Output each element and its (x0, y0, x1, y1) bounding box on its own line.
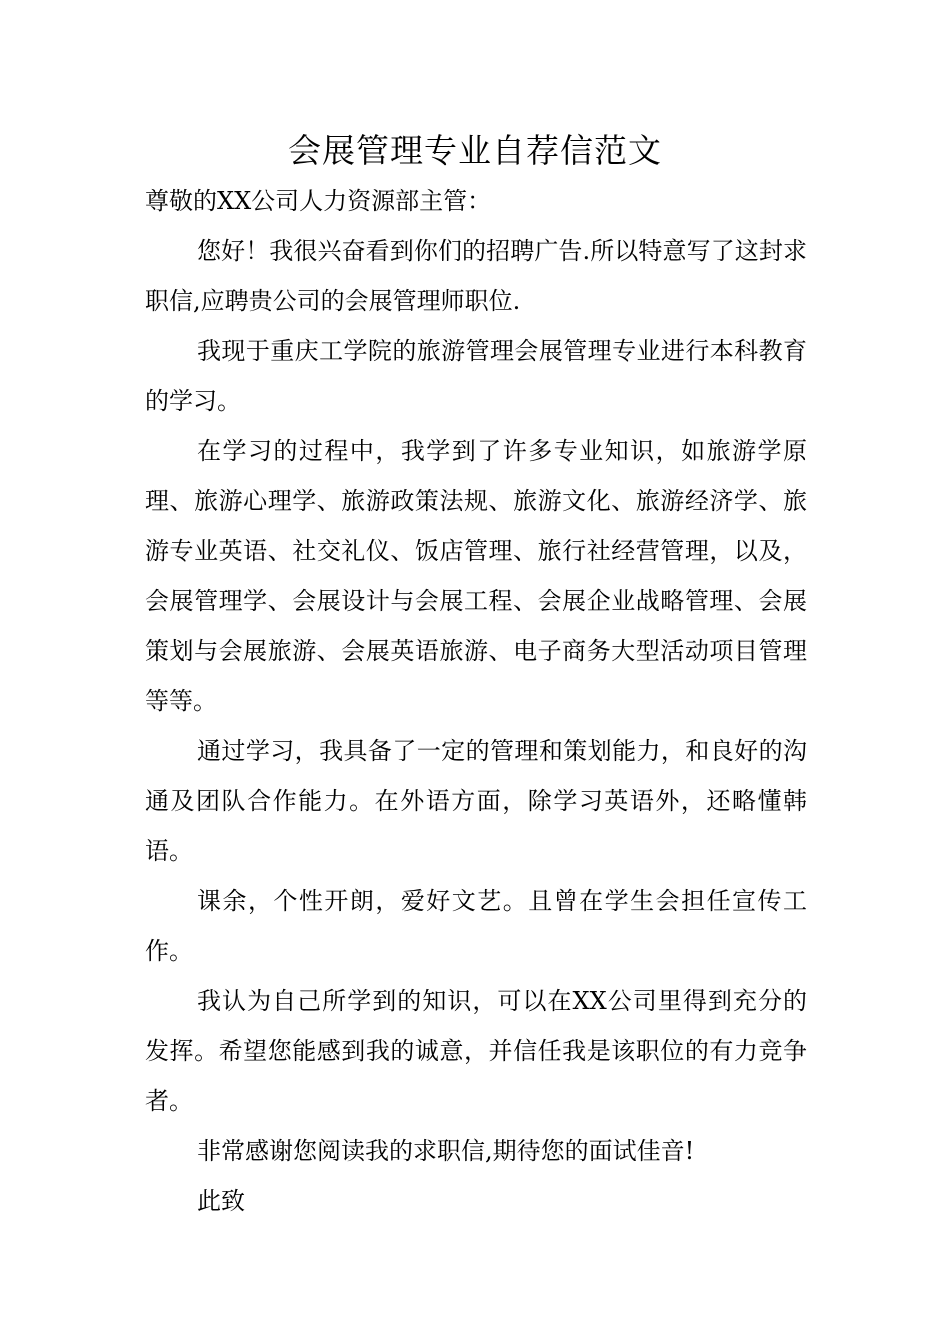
paragraph-thanks: 非常感谢您阅读我的求职信,期待您的面试佳音! (197, 1137, 695, 1165)
letter-body (145, 176, 807, 1226)
paragraph-greeting: 您好！我很兴奋看到你们的招聘广告.所以特意写了这封求职信,应聘贵公司的会展管理师职位. (145, 237, 807, 315)
paragraph-abilities: 通过学习，我具备了一定的管理和策划能力，和良好的沟通及团队合作能力。在外语方面，除学习英语外，还略懂韩语。 (145, 737, 807, 865)
paragraph-conclusion: 我认为自己所学到的知识，可以在XX公司里得到充分的发挥。希望您能感到我的诚意，并信任我是该职位的有力竞争者。 (145, 987, 807, 1115)
paragraph-education: 我现于重庆工学院的旅游管理会展管理专业进行本科教育的学习。 (145, 337, 807, 415)
salutation: 尊敬的XX公司人力资源部主管： (145, 187, 492, 215)
document-title: 会展管理专业自荐信范文 (288, 131, 662, 170)
paragraph-courses: 在学习的过程中，我学到了许多专业知识，如旅游学原理、旅游心理学、旅游政策法规、旅游文化、旅游经济学、旅游专业英语、社交礼仪、饭店管理、旅行社经营管理，以及，会展管理学、会展设计与会展工程、会展企业战略管理、会展策划与会展旅游、会展英语旅游、电子商务大型活动项目管理等等。 (145, 437, 807, 715)
paragraph-extracurricular: 课余，个性开朗，爱好文艺。且曾在学生会担任宣传工作。 (145, 887, 807, 965)
closing: 此致 (197, 1187, 245, 1215)
